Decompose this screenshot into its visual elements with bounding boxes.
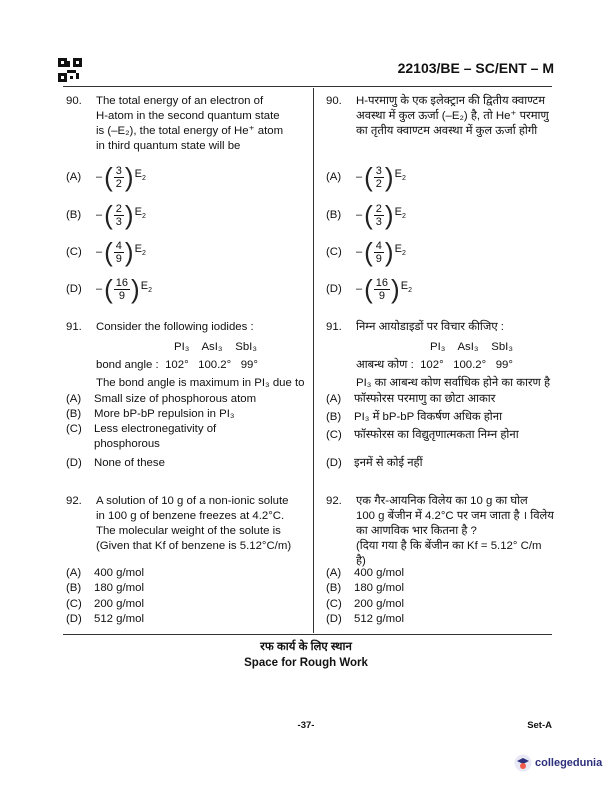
q90-hi-option-c[interactable]: (C) – ( $\frac{4}{9}$ ) $E_2$ <box>326 237 406 267</box>
header-divider <box>63 86 552 87</box>
numerator: 4 <box>375 239 382 252</box>
iodide: AsI₃ <box>457 341 479 353</box>
q92-hi-option-d[interactable] <box>326 612 404 627</box>
minus-sign: – <box>96 170 103 183</box>
bond-angle-row <box>356 358 513 373</box>
option-label: (B) <box>66 408 82 420</box>
q90-hi <box>326 94 554 139</box>
variable: E <box>394 168 402 181</box>
option-text: फॉस्फोरस परमाणु का छोटा आकार <box>354 393 496 405</box>
option-label: (D) <box>326 457 342 469</box>
option-label: (D) <box>66 613 82 625</box>
q90-hi-option-b[interactable]: (B) – ( $\frac{2}{3}$ ) $E_2$ <box>326 200 406 230</box>
iodide: AsI₃ <box>201 341 223 353</box>
rough-work-english: Space for Rough Work <box>244 657 368 669</box>
iodide: PI₃ <box>174 341 190 353</box>
q92-en <box>66 494 306 554</box>
bond-angle: 102° <box>420 359 444 371</box>
subscript: 2 <box>401 250 406 258</box>
question-number: 90. <box>66 95 82 107</box>
option-label: (B) <box>66 582 82 594</box>
question-line: 100 g बेंजीन में 4.2°C पर जम जाता है । विलेय <box>356 510 554 522</box>
q92-en-option-b[interactable] <box>66 581 144 596</box>
q90-en-option-a[interactable]: (A) – ( $\frac{3}{2}$ ) $E_2$ <box>66 162 146 192</box>
question-line: निम्न आयोडाइडों पर विचार कीजिए : <box>356 321 504 333</box>
bond-angle-label: bond angle : <box>96 359 159 371</box>
subscript: 2 <box>148 287 152 295</box>
question-line: A solution of 10 g of a non-ionic solute <box>96 495 289 507</box>
variable: E <box>400 280 409 293</box>
question-line: in third quantum state will be <box>96 140 241 152</box>
q91-en-option-c[interactable] <box>66 422 216 452</box>
rough-work-hindi: रफ कार्य के लिए स्थान <box>260 641 352 653</box>
option-text: 180 g/mol <box>94 582 145 594</box>
option-label: (C) <box>326 245 342 258</box>
q92-en-option-c[interactable] <box>66 597 144 612</box>
question-line: (दिया गया है कि बेंजीन का Kf = 5.12° C/m है) <box>356 540 542 567</box>
bond-angle: 100.2° <box>198 359 232 371</box>
question-line: is (–E₂), the total energy of He⁺ atom <box>96 125 284 137</box>
subscript: 2 <box>401 175 406 183</box>
question-stem: The bond angle is maximum in PI₃ due to <box>96 377 305 389</box>
question-line: The total energy of an electron of <box>96 95 264 107</box>
q90-hi-option-a[interactable]: (A) – ( $\frac{3}{2}$ ) $E_2$ <box>326 162 406 192</box>
section-divider <box>63 634 552 635</box>
option-label: (A) <box>326 393 342 405</box>
variable: E <box>134 206 142 219</box>
minus-sign: – <box>356 208 363 221</box>
q92-hi-option-c[interactable] <box>326 597 404 612</box>
option-text: 512 g/mol <box>94 613 145 625</box>
minus-sign: – <box>96 208 103 221</box>
question-line: Consider the following iodides : <box>96 321 254 333</box>
variable: E <box>134 168 142 181</box>
q92-en-option-a[interactable] <box>66 566 144 581</box>
minus-sign: – <box>96 245 103 258</box>
question-line: अवस्था में कुल ऊर्जा (–E₂) है, तो He⁺ परमाणु <box>356 110 549 122</box>
question-line: in 100 g of benzene freezes at 4.2°C. <box>96 510 285 522</box>
option-label: (C) <box>66 423 82 435</box>
minus-sign: – <box>356 170 363 183</box>
numerator: 3 <box>375 164 382 177</box>
minus-sign: – <box>96 282 103 295</box>
question-number: 92. <box>326 495 342 507</box>
option-label: (A) <box>66 393 82 405</box>
option-text: None of these <box>94 457 165 469</box>
subscript: 2 <box>408 287 412 295</box>
option-label: (C) <box>326 429 342 441</box>
q92-hi-option-b[interactable] <box>326 581 404 596</box>
numerator: 3 <box>115 164 122 177</box>
subscript: 2 <box>141 213 146 221</box>
iodide: PI₃ <box>430 341 446 353</box>
q91-en-option-b[interactable] <box>66 407 235 422</box>
denominator: 9 <box>378 289 385 302</box>
option-text: 180 g/mol <box>354 582 405 594</box>
question-number: 92. <box>66 495 82 507</box>
option-text: 200 g/mol <box>354 598 405 610</box>
iodide-list <box>174 340 257 355</box>
iodide: SbI₃ <box>235 341 257 353</box>
denominator: 9 <box>118 289 125 302</box>
denominator: 3 <box>115 215 122 228</box>
page-number: -37- <box>297 720 315 731</box>
qr-code <box>58 58 82 82</box>
question-line: एक गैर-आयनिक विलेय का 10 g का घोल <box>356 495 528 507</box>
subscript: 2 <box>141 250 146 258</box>
bond-angle: 102° <box>165 359 189 371</box>
q91-hi <box>326 320 554 335</box>
question-line: का तृतीय क्वाण्टम अवस्था में कुल ऊर्जा होगी <box>356 125 538 137</box>
iodide: SbI₃ <box>491 341 513 353</box>
q91-hi-option-a[interactable] <box>326 392 495 407</box>
option-label: (D) <box>326 613 342 625</box>
q90-en <box>66 94 306 154</box>
column-divider <box>313 88 314 633</box>
q91-en-option-a[interactable] <box>66 392 256 407</box>
minus-sign: – <box>356 245 363 258</box>
numerator: 16 <box>115 276 129 289</box>
numerator: 16 <box>375 276 389 289</box>
graduate-icon <box>514 754 532 772</box>
question-number: 91. <box>66 321 82 333</box>
bond-angle-row <box>96 358 258 373</box>
logo-text: collegedunia <box>535 757 603 769</box>
q91-hi-option-c[interactable] <box>326 428 519 443</box>
question-line: H-atom in the second quantum state <box>96 110 280 122</box>
denominator: 2 <box>375 177 382 190</box>
q92-hi <box>326 494 554 569</box>
option-label: (D) <box>326 282 342 295</box>
option-label: (B) <box>66 208 82 221</box>
denominator: 9 <box>375 252 382 265</box>
q92-hi-option-a[interactable] <box>326 566 404 581</box>
q91-en <box>66 320 306 335</box>
option-label: (C) <box>66 598 82 610</box>
option-label: (D) <box>66 457 82 469</box>
question-number: 90. <box>326 95 342 107</box>
option-label: (A) <box>326 170 342 183</box>
option-label: (A) <box>326 567 342 579</box>
numerator: 4 <box>115 239 122 252</box>
option-text: phosphorous <box>94 438 160 450</box>
question-line: (Given that Kf of benzene is 5.12°C/m) <box>96 540 292 552</box>
option-text: More bP-bP repulsion in PI₃ <box>94 408 235 420</box>
question-number: 91. <box>326 321 342 333</box>
set-label: Set-A <box>527 720 552 731</box>
variable: E <box>134 243 142 256</box>
q91-en-option-d[interactable] <box>66 456 165 471</box>
q91-hi-option-d[interactable] <box>326 456 423 471</box>
english-column <box>66 94 306 634</box>
minus-sign: – <box>356 282 363 295</box>
option-text: 400 g/mol <box>94 567 145 579</box>
denominator: 9 <box>115 252 122 265</box>
option-label: (C) <box>326 598 342 610</box>
denominator: 2 <box>115 177 122 190</box>
variable: E <box>140 280 149 293</box>
q90-en-option-d[interactable]: (D) – ( $\frac{16}{9}$ ) $E_2$ <box>66 274 152 304</box>
collegedunia-logo[interactable] <box>514 754 602 772</box>
option-text: 512 g/mol <box>354 613 405 625</box>
question-stem: PI₃ का आबन्ध कोण सर्वाधिक होने का कारण है <box>356 377 551 389</box>
subscript: 2 <box>141 175 146 183</box>
option-text: PI₃ में bP-bP विकर्षण अधिक होना <box>354 411 503 423</box>
denominator: 3 <box>375 215 382 228</box>
option-label: (A) <box>66 567 82 579</box>
iodide-list <box>430 340 513 355</box>
option-label: (C) <box>66 245 82 258</box>
question-line: का आणविक भार कितना है ? <box>356 525 477 537</box>
bond-angle: 99° <box>495 359 513 371</box>
variable: E <box>394 243 402 256</box>
option-label: (D) <box>66 282 82 295</box>
q91-hi-option-b[interactable] <box>326 410 502 425</box>
option-label: (B) <box>326 208 342 221</box>
variable: E <box>394 206 402 219</box>
q90-en-option-b[interactable]: (B) – ( $\frac{2}{3}$ ) $E_2$ <box>66 200 146 230</box>
option-label: (B) <box>326 582 342 594</box>
option-text: इनमें से कोई नहीं <box>354 457 423 469</box>
bond-angle: 99° <box>240 359 258 371</box>
hindi-column <box>326 94 554 634</box>
paper-code: 22103/BE – SC/ENT – M <box>397 60 554 76</box>
option-text: 400 g/mol <box>354 567 405 579</box>
subscript: 2 <box>401 213 406 221</box>
numerator: 2 <box>115 202 122 215</box>
q92-en-option-d[interactable] <box>66 612 144 627</box>
bond-angle-label: आबन्ध कोण : <box>356 359 414 371</box>
question-line: The molecular weight of the solute is <box>96 525 281 537</box>
option-label: (A) <box>66 170 82 183</box>
option-text: 200 g/mol <box>94 598 145 610</box>
option-text: Small size of phosphorous atom <box>94 393 257 405</box>
option-label: (B) <box>326 411 342 423</box>
bond-angle: 100.2° <box>453 359 487 371</box>
q90-hi-option-d[interactable]: (D) – ( $\frac{16}{9}$ ) $E_2$ <box>326 274 412 304</box>
numerator: 2 <box>375 202 382 215</box>
option-text: फॉस्फोरस का विद्युतृणात्मकता निम्न होना <box>354 429 519 441</box>
option-text: Less electronegativity of <box>94 423 217 435</box>
q90-en-option-c[interactable]: (C) – ( $\frac{4}{9}$ ) $E_2$ <box>66 237 146 267</box>
question-line: H-परमाणु के एक इलेक्ट्रान की द्वितीय क्वाण्टम <box>356 95 546 107</box>
